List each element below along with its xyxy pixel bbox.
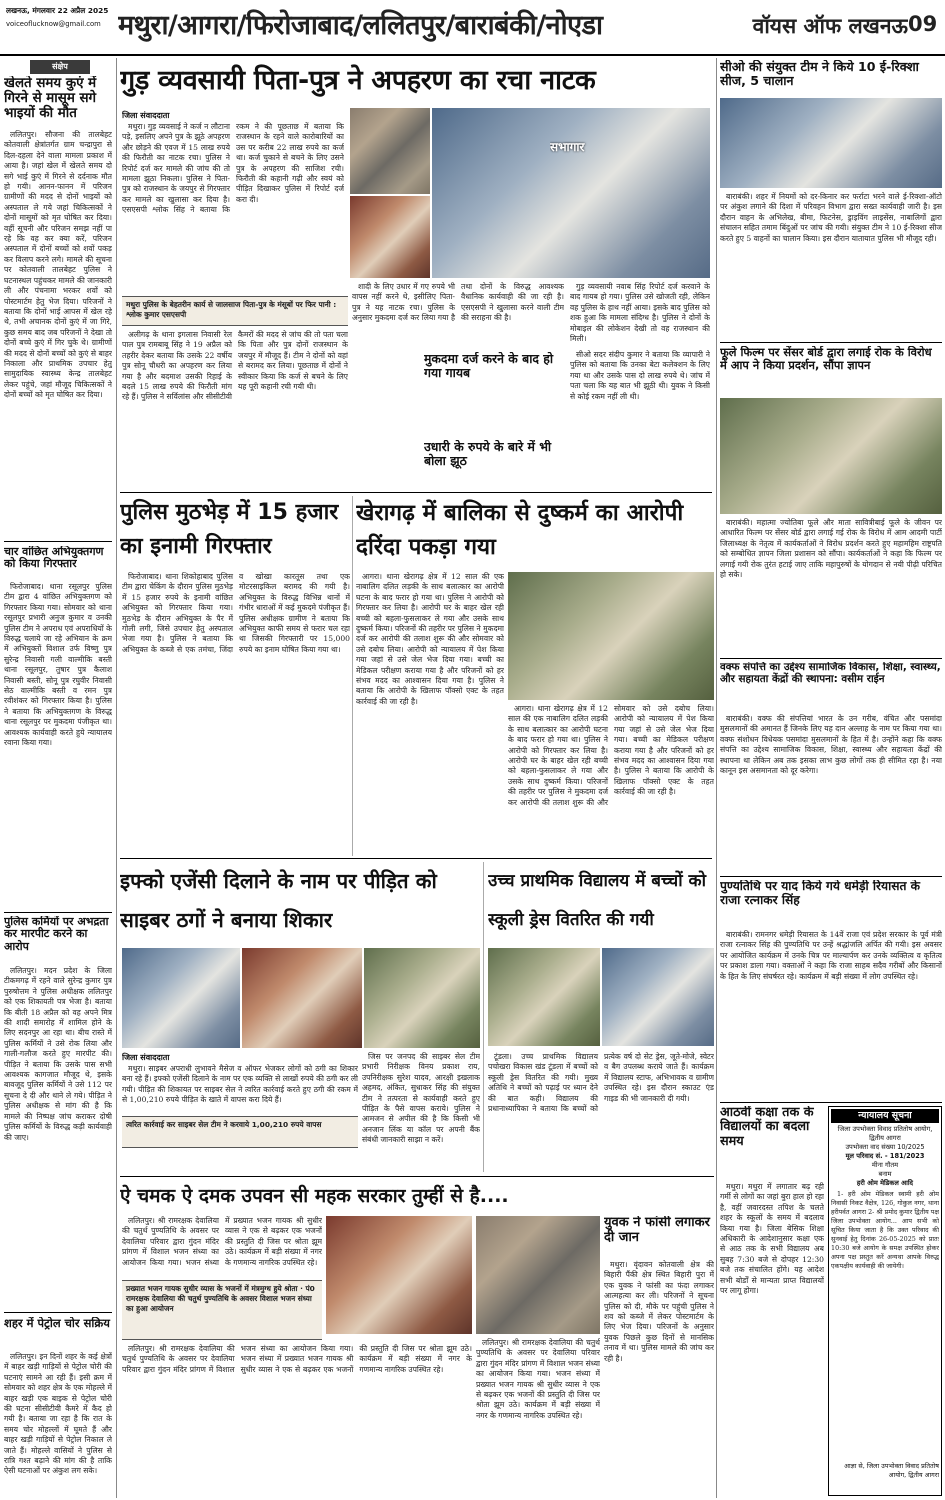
ifco-dateline: जिला संवाददाता [122, 1053, 170, 1062]
notice-title: न्यायालय सूचना [831, 1109, 939, 1123]
cyber-cell-photo-2 [242, 948, 362, 1048]
notice-original-no: मूल परिवाद सं. - 181/2023 [845, 1152, 925, 1160]
bhajan-body: ललितपुर। श्री रामरक्षक देवालिया की चतुर्थ पुण्यतिथि के अवसर पर देवालिया परिवार द्वारा गुंदन मंदिर प्रांगण में विशाल भजन संध्या का आयोजन किया गया। भजन संध्या में प्रख्यात भजन गायक श्री सुधीर व्यास ने एक से बढ़कर एक भजनों की प्रस्तुति दी जिस पर श्रोता झूम उठे। कार्यक्रम में बड़ी संख्या में नगर के गणमान्य नागरिक उपस्थित रहे। [122, 1216, 322, 1267]
brief3-body: ललितपुर। मदन प्रदेश के जिला टीकमगढ़ में रहने वाले सुरेन्द्र कुमार पुत्र पुरुषोत्तम ने पुलिस अधीक्षक ललितपुर को एक शिकायती पत्र भेजा है। बताया कि बीती 18 अप्रैल को वह अपने मित्र की शादी समारोह में शामिल होने के लिए सदनपुर आ रहा था। बीच रास्ते में पुलिस कर्मियों ने उसे रोक लिया और गाली-गलौज करते हुए मारपीट की। पीड़ित ने बताया कि उसके पास सभी आवश्यक कागजात मौजूद थे, इसके बावजूद पुलिस कर्मियों ने उसे 112 पर सूचना दे दी और थाने ले गये। पीड़ित ने पुलिस अधीक्षक से मांग की है कि मामले की निष्पक्ष जांच कराकर दोषी पुलिस कर्मियों के विरुद्ध कड़ी कार्यवाही की जाए। [4, 966, 112, 1142]
brief1-headline: खेलते समय कुएं में गिरने से मासूम सगे भाइयों की मौत [4, 76, 97, 121]
ifco-body-2: जिस पर जनपद की साइबर सेल टीम प्रभारी निरीक्षक विनय प्रकाश राय, उपनिरीक्षक सुरेश यादव, आरक्षी इखलाक अहमद, अंकित, सुधाकर सिंह की संयुक्त टीम ने तत्परता से कार्यवाही करते हुए पीड़ित के पैसे वापस कराये। पुलिस ने आमजन से अपील की है कि किसी भी अनजान लिंक या कॉल पर अपनी बैंक संबंधी जानकारी साझा न करें। [362, 1052, 480, 1145]
brief1-body: ललितपुर। सौजना की तालबेहट कोतवाली क्षेत्रांतर्गत ग्राम चन्द्रापुरा से दिल-दहला देने वाला मामला प्रकाश में आया है। जहां खेल में खेलते समय दो सगे भाई कुएं में गिरने से दर्दनाक मौत हो गयी। आनन-फानन में परिजन ग्रामीणों की मदद से दोनों भाइयों को अस्पताल ले गये जहां चिकित्सकों ने दोनों मासूमों को मृत घोषित कर दिया। वहीं सूचनी और परिजन समझ नहीं पा रहे कि वह कर क्या करें, परिजन अस्पताल में दोनों बच्चों को शवों पकड़ कर विलाप करने लगे। मामले की सूचना पर कोतवाली तालबेहट पुलिस ने घटनास्थल पहुंचकर मामले की जानकारी ली और पंचनामा भरकर शवों को पोस्टमार्टम हेतु भेज दिया। परिजनों ने बताया कि दोनों भाई आपस में खेल रहे थे, तभी अचानक दोनों कुएं में जा गिरे, कुछ समय बाद जब परिजनों ने देखा तो दोनों बच्चे कुएं में गिर चुके थे। ग्रामीणों की मदद से दोनों बच्चों को कुएं से बाहर निकाला और प्राथमिक उपचार हेतु सामुदायिक स्वास्थ्य केन्द्र तालबेहट लेकर पहुंचे, जहां मौजूद चिकित्सकों ने दोनों बच्चों को मृत घोषित कर दिया। [4, 130, 112, 400]
divider [120, 1176, 714, 1177]
aap-protest-photo [720, 398, 942, 514]
kheragarh-body: आगरा। थाना खेरागढ़ क्षेत्र में 12 साल की एक नाबालिग दलित लड़की के साथ बलात्कार का आरोपी घटना के बाद फरार हो गया था। पुलिस ने आरोपी को गिरफ्तार कर लिया है। आरोपी घर के बाहर खेल रही बच्ची को बहला-फुसलाकर ले गया और उसके साथ दुष्कर्म किया। परिजनों की तहरीर पर पुलिस ने मुकदमा दर्ज कर आरोपी की तलाश शुरू की और सोमवार को उसे दबोच लिया। आरोपी को न्यायालय में पेश किया गया जहां से उसे जेल भेज दिया गया। बच्ची का मेडिकल परीक्षण कराया गया है और परिजनों को हर संभव मदद का आश्वासन दिया गया है। पुलिस ने बताया कि आरोपी के खिलाफ पॉक्सो एक्ट के तहत कार्रवाई की जा रही है। [356, 572, 504, 706]
notice-body: 1- हरी ओम मेडिकल स्वामी हरी ओम निवासी निकट वैक्षेत्र, 126, गोकुल नगर, थाना हरीपर्वत आगरा 2- श्री प्रमोद कुमार द्वितीय पक्ष जिला उपभोक्ता आयोग... आप सभी को सूचित किया जाता है कि उक्त परिवाद की सुनवाई हेतु दिनांक 26-05-2025 को प्रातः 10:30 बजे आयोग के समक्ष उपस्थित होकर अपना पक्ष प्रस्तुत करें अन्यथा आपके विरुद्ध एकपक्षीय कार्यवाही की जायेगी। [831, 1190, 939, 1270]
lead-sub1-headline: मुकदमा दर्ज करने के बाद हो गया गायब [424, 352, 554, 380]
divider [720, 658, 942, 659]
brief2-body: फिरोजाबाद। थाना रसूलपुर पुलिस टीम द्वारा 4 वांछित अभियुक्तगण को गिरफ्तार किया गया। सोमवार को थाना रसूलपुर प्रभारी अनुज कुमार व उनकी पुलिस टीम ने अपराध एवं अपराधियों के विरुद्ध चलाये जा रहे अभियान के क्रम में अभियुक्तों विशाल उर्फ विष्णु पुत्र सुरेन्द्र निवासी गली वाल्मीकि बस्ती थाना रसूलपुर, तुषार पुत्र कैलाश निवासी बस्ती, सोनू पुत्र रघुवीर निवासी सेठ वाल्मीकि बस्ती व रमन पुत्र रवीशंकर को गिरफ्तार किया है। पुलिस ने बताया कि अभियुक्तगण के विरुद्ध थाना रसूलपुर पर मुकदमा पंजीकृत था। आवश्यक कार्यवाही करते हुये न्यायालय रवाना किया गया। [4, 582, 112, 748]
paper-name: वॉयस ऑफ लखनऊ [752, 14, 908, 38]
school-body: टूंडला। उच्च प्राथमिक विद्यालय पचोखरा विकास खंड टूंडला में बच्चों को स्कूली ड्रेस वितरित की गयी। मुख्य अतिथि ने बच्चों को पढ़ाई पर ध्यान देने की बात कही। विद्यालय की प्रधानाध्यापिका ने बताया कि बच्चों को प्रत्येक वर्ष दो सेट ड्रेस, जूते-मोजे, स्वेटर व बैग उपलब्ध कराये जाते हैं। कार्यक्रम में विद्यालय स्टाफ, अभिभावक व ग्रामीण उपस्थित रहे। इस दौरान स्काउट एंड गाइड की भी जानकारी दी गयी। [488, 1052, 714, 1114]
youth-body: मथुरा। वृंदावन कोतवाली क्षेत्र की बिहारी पैंकी क्षेत्र स्थित बिहारी पुरा में एक युवक ने फांसी का फंदा लगाकर आत्महत्या कर ली। परिजनों ने सूचना पुलिस को दी, मौके पर पहुंची पुलिस ने शव को कब्जे में लेकर पोस्टमार्टम के लिए भेज दिया। परिजनों के अनुसार युवक पिछले कुछ दिनों से मानसिक तनाव में था। पुलिस मामले की जांच कर रही है। [604, 1260, 714, 1363]
lead-body: मथुरा। गुड़ व्यवसाई ने कर्ज न लौटाना पड़े, इसलिए अपने पुत्र के झूठे अपहरण और छोड़ने की एवज में 15 लाख रुपये की फिरौती का नाटक रचा। पुलिस ने रिपोर्ट दर्ज कर मामले की जांच की तो मामला झूठा निकला। पुलिस ने पिता-पुत्र को राजस्थान के जयपुर से गिरफ्तार कर मामले का खुलासा कर दिया है। एसएसपी श्लोक सिंह ने बताया कि रकम ने की पूछताछ में बताया कि राजस्थान के रहने वाले कारोबारियों का उस पर करीब 22 लाख रुपये का कर्ज था। कर्ज चुकाने से बचने के लिए उसने पुत्र के अपहरण की साजिश रची। फिरौती की कहानी गढ़ी और स्वयं को पीड़ित दिखाकर पुलिस में रिपोर्ट दर्ज करा दी। [122, 122, 344, 215]
cyber-cell-photo-1 [122, 948, 240, 1048]
right3-body: बाराबंकी। वक्फ की संपत्तियां भारत के उन गरीब, वंचित और पसमांदा मुसलमानों की अमानत हैं जिनके लिए यह दान अल्लाह के नाम पर किया गया था। वक्फ संशोधन विधेयक पसमांदा मुसलमानों के हित में है। उन्होंने कहा कि वक्फ संपत्ति का उद्देश्य सामाजिक विकास, शिक्षा, स्वास्थ्य और सहायता केंद्रों की स्थापना था लेकिन अब तक इसका लाभ कुछ लोगों तक ही सीमित रहा है। नया कानून इस असमानता को दूर करेगा। [720, 714, 942, 776]
ifco-body: मथुरा। साइबर अपराधी लुभावने मैसेज व ऑफर भेजकर लोगों को ठगी का शिकार बना रहे हैं। इफ्को एजेंसी दिलाने के नाम पर एक व्यक्ति से लाखों रुपये की ठगी कर ली गयी। पीड़ित की शिकायत पर साइबर सेल ने त्वरित कार्रवाई करते हुए ठगी की रकम में से 1,00,210 रुपये पीड़ित के खाते में वापस करा दिये हैं। [122, 1064, 358, 1105]
school-photo-2 [602, 948, 714, 1046]
lead-dateline: जिला संवाददाता [122, 111, 170, 120]
masthead [0, 0, 945, 56]
notice-complainant: मीना गौतम [871, 1161, 899, 1169]
notice-court: जिला उपभोक्ता विवाद प्रतितोष आयोग, द्वितीय आगरा [837, 1125, 933, 1142]
accused-arrest-photo [508, 572, 714, 700]
ifco-subcaption: त्वरित कार्रवाई कर साइबर सेल टीम ने करवाये 1,00,210 रुपये वापस [122, 1116, 358, 1148]
right4-body: बाराबंकी। रामनगर धमेड़ी रियासत के 14वें राजा एवं प्रदेश सरकार के पूर्व मंत्री राजा रत्नाकर सिंह की पुण्यतिथि पर उन्हें श्रद्धांजलि अर्पित की गयी। इस अवसर पर आयोजित कार्यक्रम में उनके चित्र पर माल्यार्पण कर उनके व्यक्तित्व व कृतित्व पर प्रकाश डाला गया। वक्ताओं ने कहा कि राजा साहब सदैव गरीबों और किसानों के हित के लिए संघर्षरत रहे। कार्यक्रम में बड़ी संख्या में लोग उपस्थित रहे। [720, 930, 942, 981]
bhajan-body-2: ललितपुर। श्री रामरक्षक देवालिया की चतुर्थ पुण्यतिथि के अवसर पर देवालिया परिवार द्वारा गुंदन मंदिर प्रांगण में विशाल भजन संध्या का आयोजन किया गया। भजन संध्या में प्रख्यात भजन गायक श्री सुधीर व्यास ने एक से बढ़कर एक भजनों की प्रस्तुति दी जिस पर श्रोता झूम उठे। कार्यक्रम में बड़ी संख्या में नगर के गणमान्य नागरिक उपस्थित रहे। [122, 1344, 472, 1374]
brief3-headline: पुलिस कर्मियों पर अभद्रता कर मारपीट करने का आरोप [4, 916, 109, 953]
notice-versus: बनाम [878, 1170, 892, 1178]
lead-subcaption: मथुरा पुलिस के बेहतरीन कार्य से जालसाज पिता-पुत्र के मंसूबों पर फिर पानी : श्लोक कुमार एसएसपी [122, 296, 348, 326]
issue-date: लखनऊ, मंगलवार 22 अप्रैल 2025 [6, 6, 109, 15]
school-photo-1 [488, 948, 600, 1046]
sidebar-label: संक्षेप [30, 60, 90, 74]
right1-headline: सीओ की संयुक्त टीम ने किये 10 ई-रिक्शा सीज, 5 चालान [720, 60, 919, 89]
right1-body: बाराबंकी। शहर में नियमों को दर-किनार कर फर्राटा भरने वाले ई-रिक्शा-ऑटो पर अंकुश लगाने की दिशा में परिवहन विभाग द्वारा सख्त कार्यवाही जारी है। इस दौरान वाहन के अभिलेख, बीमा, फिटनेस, ड्राइविंग लाइसेंस, नाबालिगों द्वारा संचालन सहित तमाम बिंदुओं पर जांच की गयी। संयुक्त टीम ने 10 ई-रिक्शा सीज करते हुए 5 वाहनों का चालान किया। इस दौरान यातायात पुलिस भी मौजूद रही। [720, 192, 942, 243]
grade8-body: मथुरा। मथुरा में लगातार बढ़ रही गर्मी से लोगों का जहां बुरा हाल हो रहा है, वहीं जवारदस्त तपिश के चलते शहर के स्कूलों के समय में बदलाव किया गया है। जिला बेसिक शिक्षा अधिकारी के आदेशानुसार कक्षा एक से आठ तक के सभी विद्यालय अब सुबह 7:30 बजे से दोपहर 12:30 बजे तक संचालित होंगे। यह आदेश सभी बोर्डों से मान्यता प्राप्त विद्यालयों पर लागू होगा। [720, 1182, 824, 1296]
press-conference-photo [432, 108, 710, 278]
brief4-headline: शहर में पेट्रोल चोर सक्रिय [4, 1317, 110, 1330]
bhajan-body-3: ललितपुर। श्री रामरक्षक देवालिया की चतुर्थ पुण्यतिथि के अवसर पर देवालिया परिवार द्वारा गुंदन मंदिर प्रांगण में विशाल भजन संध्या का आयोजन किया गया। भजन संध्या में प्रख्यात भजन गायक श्री सुधीर व्यास ने एक से बढ़कर एक भजनों की प्रस्तुति दी जिस पर श्रोता झूम उठे। कार्यक्रम में बड़ी संख्या में नगर के गणमान्य नागरिक उपस्थित रहे। [476, 1338, 600, 1420]
police15k-headline: पुलिस मुठभेड़ में 15 हजार का इनामी गिरफ्तार [120, 500, 339, 559]
right2-body: बाराबंकी। महात्मा ज्योतिबा फूले और माता सावित्रीबाई फूले के जीवन पर आधारित फिल्म पर सेंसर बोर्ड द्वारा लगाई गई रोक के विरोध में आम आदमी पार्टी जिलाध्यक्ष के नेतृत्व में कार्यकर्ताओं ने विरोध प्रदर्शन करते हुए महामहिम राष्ट्रपति को सम्बोधित ज्ञापन जिला प्रशासन को सौंपा। कार्यकर्ताओं ने कहा कि फिल्म पर लगाई गयी रोक तुरंत हटाई जाए ताकि महापुरुषों के योगदान से नयी पीढ़ी परिचित हो सके। [720, 518, 942, 580]
bhajan-subcaption: प्रख्यात भजन गायक सुधीर व्यास के भजनों में मंत्रमुग्ध हुये श्रोता · पं0 रामरक्षक देवालिया की चतुर्थ पुण्यतिथि के अवसर विशाल भजन संध्या का हुआ आयोजन [122, 1280, 322, 1340]
kheragarh-headline: खेरागढ़ में बालिका से दुष्कर्म का आरोपी दरिंदा पकड़ा गया [356, 500, 684, 560]
grade8-headline: आठवीं कक्षा तक के विद्यालयों का बदला समय [720, 1106, 814, 1149]
lead-sub2-headline: उधारी के रुपये के बारे में भी बोला झूठ [424, 440, 552, 468]
accused-photo-1 [350, 108, 430, 194]
notice-respondent: हरी ओम मेडिकल आदि [856, 1179, 914, 1187]
notice-case-no: उपभोक्ता वाद संख्या 10/2025 [845, 1143, 925, 1151]
right4-headline: पुण्यतिथि पर याद किये गये धमेड़ी रियासत के राजा रत्नाकर सिंह [720, 880, 921, 907]
divider [120, 858, 712, 859]
ifco-headline: इफ्को एजेंसी दिलाने के नाम पर पीड़ित को साइबर ठगों ने बनाया शिकार [120, 869, 437, 932]
youth-headline: युवक ने फांसी लगाकर दी जान [604, 1216, 710, 1245]
city-list: मथुरा/आगरा/फिरोजाबाद/ललितपुर/बाराबंकी/नोएडा [118, 10, 603, 41]
divider [4, 1312, 112, 1313]
notice-footer: आज्ञा से, जिला उपभोक्ता विवाद प्रतितोष आयोग, द्वितीय आगरा [844, 1462, 939, 1479]
divider [4, 912, 112, 913]
column-rule [352, 496, 353, 856]
bhajan-photo-1 [326, 1216, 472, 1334]
bhajan-headline: ऐ चमक ऐ दमक उपवन सी महक सरकार तुम्हीं से है.... [120, 1185, 509, 1207]
kheragarh-body-2: आगरा। थाना खेरागढ़ क्षेत्र में 12 साल की एक नाबालिग दलित लड़की के साथ बलात्कार का आरोपी घटना के बाद फरार हो गया था। पुलिस ने आरोपी को गिरफ्तार कर लिया है। आरोपी घर के बाहर खेल रही बच्ची को बहला-फुसलाकर ले गया और उसके साथ दुष्कर्म किया। परिजनों की तहरीर पर पुलिस ने मुकदमा दर्ज कर आरोपी की तलाश शुरू की और सोमवार को उसे दबोच लिया। आरोपी को न्यायालय में पेश किया गया जहां से उसे जेल भेज दिया गया। बच्ची का मेडिकल परीक्षण कराया गया है और परिजनों को हर संभव मदद का आश्वासन दिया गया है। पुलिस ने बताया कि आरोपी के खिलाफ पॉक्सो एक्ट के तहत कार्रवाई की जा रही है। [508, 704, 714, 807]
cyber-cell-photo-3 [364, 948, 480, 1048]
lead-sub1-body: गुड़ व्यवसायी नवाब सिंह रिपोर्ट दर्ज करवाने के बाद गायब हो गया। पुलिस उसे खोजती रही, लेकिन वह पुलिस के हाथ नहीं आया। इसके बाद पुलिस को शक हुआ कि मामला संदिग्ध है। पुलिस ने दोनों के मोबाइल की लोकेशन देखी तो वह राजस्थान की मिली। [570, 282, 710, 344]
divider [4, 541, 112, 542]
lead-body-2: अलीगढ़ के थाना इगलास निवासी रेल पाल पुत्र रामबाबू सिंह ने 19 अप्रैल को तहरीर देकर बताया कि उसके 22 वर्षीय पुत्र सोनू चौधरी का अपहरण कर लिया गया है और बदमाश उसकी रिहाई के बदले 15 लाख रुपये की फिरौती मांग रहे हैं। पुलिस ने सर्विलांस और सीसीटीवी कैमरों की मदद से जांच की तो पता चला कि पिता और पुत्र दोनों राजस्थान के जयपुर में मौजूद हैं। टीम ने दोनों को वहां से बरामद कर लिया। पूछताछ में दोनों ने स्वीकार किया कि कर्ज से बचने के लिए यह पूरी कहानी रची गयी थी। [122, 330, 348, 402]
email: voiceoflucknow@gmail.com [6, 20, 101, 28]
court-notice [828, 1106, 942, 1496]
lead-body-3: शादी के लिए उधार में गए रुपये भी वापस नहीं करने थे, इसीलिए पिता-पुत्र ने यह नाटक रचा। पुलिस के अनुसार मुकदमा दर्ज कर लिया गया है तथा दोनों के विरुद्ध आवश्यक वैधानिक कार्यवाही की जा रही है। एसएसपी ने खुलासा करने वाली टीम की सराहना की है। [352, 282, 564, 323]
divider [720, 342, 942, 343]
column-rule [483, 862, 484, 1172]
divider [720, 876, 942, 877]
page-number: 09 [908, 12, 938, 36]
brief2-headline: चार वांछित अभियुक्तगण को किया गिरफ्तार [4, 546, 104, 571]
right3-headline: वक्फ संपत्ति का उद्देश्य सामाजिक विकास, शिक्षा, स्वास्थ्य, और सहायता केंद्रों की स्थापना: वसीम राईन [720, 662, 941, 685]
column-rule [116, 58, 117, 1498]
accused-photo-2 [350, 196, 430, 278]
erickshaw-photo [720, 98, 942, 188]
divider [720, 1102, 942, 1103]
divider [120, 492, 712, 493]
photo-banner-text: सभागार [550, 140, 585, 154]
school-headline: उच्च प्राथमिक विद्यालय में बच्चों को स्कूली ड्रेस वितरित की गयी [488, 871, 706, 930]
bhajan-photo-2 [476, 1216, 600, 1334]
lead-sub2-body: सीओ सदर संदीप कुमार ने बताया कि व्यापारी ने पुलिस को बताया कि उनका बेटा कलेक्शन के लिए गया था और उसके पास दो लाख रुपये थे। जांच में पता चला कि यह बात भी झूठी थी। युवक ने किसी से कोई रकम नहीं ली थी। [570, 350, 710, 401]
column-rule [716, 58, 717, 1498]
right2-headline: फूले फिल्म पर सेंसर बोर्ड द्वारा लगाई रोक के विरोध में आप ने किया प्रदर्शन, सौंपा ज्ञापन [720, 346, 932, 372]
police15k-body: फिरोजाबाद। थाना शिकोहाबाद पुलिस टीम द्वारा चेकिंग के दौरान पुलिस मुठभेड़ में 15 हजार रुपये के इनामी वांछित अभियुक्त को गिरफ्तार किया गया। मुठभेड़ के दौरान अभियुक्त के पैर में गोली लगी, जिसे उपचार हेतु अस्पताल भेजा गया है। पुलिस ने बताया कि अभियुक्त के कब्जे से एक तमंचा, जिंदा व खोखा कारतूस तथा एक मोटरसाइकिल बरामद की गयी है। अभियुक्त के विरुद्ध विभिन्न थानों में गंभीर धाराओं में कई मुकदमे पंजीकृत हैं। पुलिस अधीक्षक ग्रामीण ने बताया कि अभियुक्त काफी समय से फरार चल रहा था जिसकी गिरफ्तारी पर 15,000 रुपये का इनाम घोषित किया गया था। [122, 572, 350, 654]
brief4-body: ललितपुर। इन दिनों शहर के कई क्षेत्रों में बाहर खड़ी गाड़ियों से पेट्रोल चोरी की घटनाएं सामने आ रही हैं। इसी क्रम में सोमवार को शहर क्षेत्र के एक मोहल्ले में बाहर खड़ी एक बाइक से पेट्रोल चोरी की घटना सीसीटीवी कैमरे में कैद हो गयी है। बताया जा रहा है कि रात के समय चोर मोहल्लों में घूमते हैं और बाहर खड़ी गाड़ियों से पेट्रोल निकाल ले जाते हैं। मोहल्ले वासियों ने पुलिस से रात्रि गश्त बढ़ाने की मांग की है ताकि ऐसी घटनाओं पर अंकुश लग सके। [4, 1352, 112, 1476]
lead-headline: गुड़ व्यवसायी पिता-पुत्र ने अपहरण का रचा नाटक [120, 65, 596, 96]
